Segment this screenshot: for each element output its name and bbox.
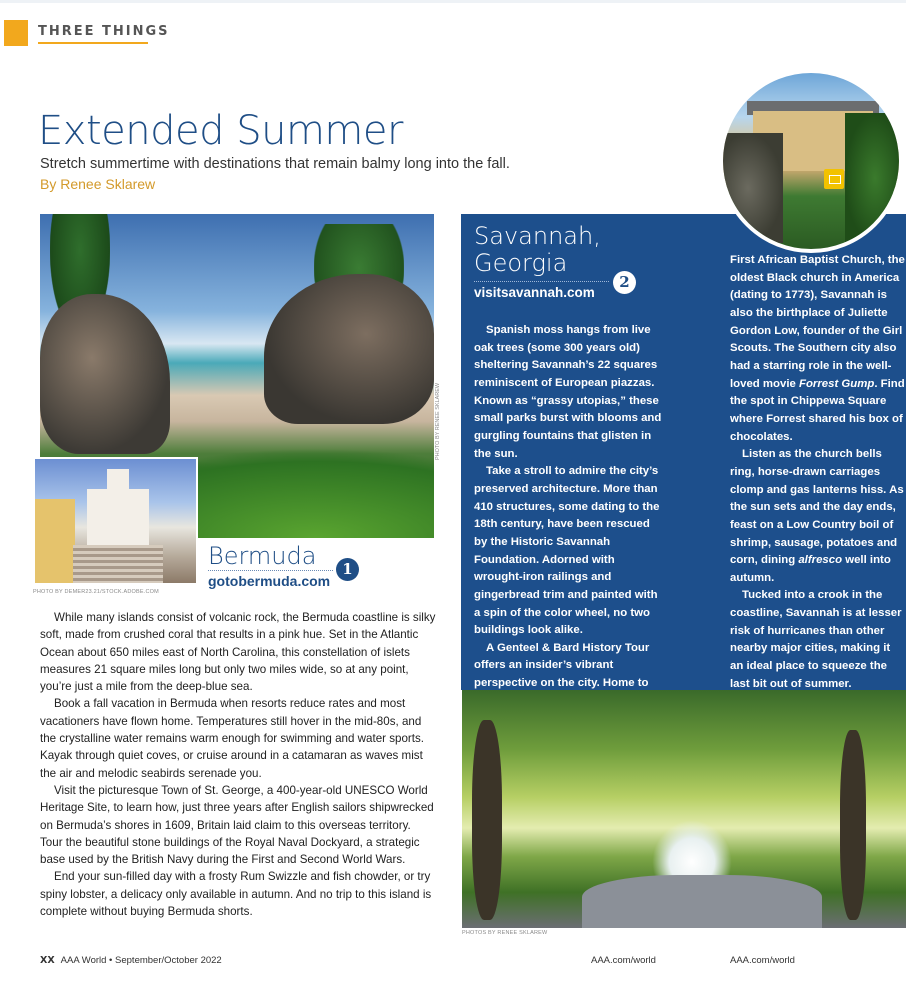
savannah-url-link[interactable]: visitsavannah.com [474,285,595,300]
paragraph-text: . Find the spot in Chippewa Square where Forrest shared his box of chocolates. [730,377,905,443]
emphasis-text: alfresco [798,554,843,567]
bermuda-heading: Bermuda [208,542,317,570]
photo-credit-savannah: PHOTOS BY RENEE SKLAREW [462,930,548,936]
yellow-building [35,499,75,585]
savannah-paragraph: A Genteel & Bard History Tour offers an insider’s vibrant perspective on the city. Home to [474,641,650,690]
church-steps [73,545,163,585]
heading-dotted-rule [208,570,333,571]
paragraph-text: Listen as the church bells ring, horse-drawn carriages clomp and gas lanterns hiss. As the sun sets and the day ends, feast on a Low Country boil of shrimp, sausage, potatoes and corn, dining [730,448,904,567]
page-subtitle: Stretch summertime with destinations that remain balmy long into the fall. [40,156,510,172]
section-label: THREE THINGS [38,24,170,39]
savannah-park-photo [462,690,906,928]
paragraph-text: First African Baptist Church, the oldest Black church in America (dating to 1773), Savannah is also the birthplace of Juliette Gordon Low, founder of the Girl Scouts. The Southern city also had a starring role in the well-loved movie [730,254,905,390]
page-number: XX [40,955,55,966]
byline: By Renee Sklarew [40,176,156,192]
page-title: Extended Summer [38,108,403,154]
paragraph-text: well into autumn. [730,554,891,584]
photo-credit-church: PHOTO BY DEMER23.21/STOCK.ADOBE.COM [33,589,159,595]
savannah-paragraph [730,252,906,446]
movie-title: Forrest Gump [799,377,875,390]
savannah-paragraph: Take a stroll to admire the city’s preserved architecture. More than 410 structures, some dating to the 18th century, have been rescued by the Historic Savannah Foundation. Adorned with wrought-iron railings and gingerbread trim and painted with a spin of the color wheel, no two buildings look alike. [474,465,660,637]
oak-trunk [472,720,502,920]
gallery-icon[interactable] [824,169,844,189]
top-rule [0,0,906,3]
bermuda-church-photo [33,457,198,585]
oak-trunk [840,730,866,920]
savannah-paragraph [730,446,906,587]
savannah-column-1 [474,322,666,710]
tree [719,133,783,243]
number-badge-1: 1 [336,558,359,581]
park-path [582,875,822,928]
section-underline [38,42,148,44]
footer-folio [40,955,222,966]
savannah-heading-line2: Georgia [474,249,568,277]
footer-site-link[interactable]: AAA.com/world [591,955,656,966]
savannah-heading [474,223,601,277]
footer-site-link[interactable]: AAA.com/world [730,955,795,966]
bermuda-body [40,609,436,920]
number-badge-2: 2 [613,271,636,294]
savannah-house-circle-photo [719,69,903,253]
savannah-paragraph: Spanish moss hangs from live oak trees (some 300 years old) sheltering Savannah’s 22 squares reminiscent of European piazzas. Known as “grassy utopias,” these small parks burst with blooms and gurgling fountains that glisten in the sun. [474,324,662,460]
section-tab-marker [4,20,28,46]
tree [845,113,903,243]
heading-dotted-rule [474,281,609,282]
bermuda-paragraph: End your sun-filled day with a frosty Rum Swizzle and fish chowder, or try spiny lobster, a delicacy only available in autumn. And no trip to this island is complete without buying Bermuda shorts. [40,870,432,919]
bermuda-paragraph: While many islands consist of volcanic rock, the Bermuda coastline is silky soft, made from crushed coral that results in a pink hue. Set in the Atlantic Ocean about 650 miles east of North Carolina, this constellation of islets measures 21 square miles long but only two miles wide, so at any point, you’re just a mile from the deep-blue sea. [40,611,436,694]
magazine-issue: AAA World • September/October 2022 [60,955,222,966]
savannah-paragraph: Tucked into a crook in the coastline, Savannah is at lesser risk of hurricanes than other nearby major cities, making it an ideal place to squeeze the last bit out of summer. [730,589,902,690]
savannah-column-2 [730,252,906,693]
bermuda-paragraph: Visit the picturesque Town of St. George, a 400-year-old UNESCO World Heritage Site, to learn how, just three years after English sailors shipwrecked on Bermuda’s shores in 1609, Britain laid claim to this overseas territory. Tour the beautiful stone buildings of the Royal Naval Dockyard, a strategic base used by the British Navy during the First and Second World Wars. [40,783,434,867]
bermuda-url-link[interactable]: gotobermuda.com [208,573,331,589]
rock-formation [40,294,170,454]
bermuda-paragraph: Book a fall vacation in Bermuda when resorts reduce rates and most vacationers have flown home. Temperatures still hover in the mid-80s, and the crystalline water remains warm enough for swimming and water sports. Kayak through quiet coves, or cruise around in a catamaran as waves mist the air and melodic seabirds serenade you. [40,697,425,780]
rock-formation [264,274,434,424]
savannah-heading-line1: Savannah, [474,222,601,250]
church-facade [87,489,149,549]
photo-credit-vertical: PHOTO BY RENEE SKLAREW [435,382,441,460]
